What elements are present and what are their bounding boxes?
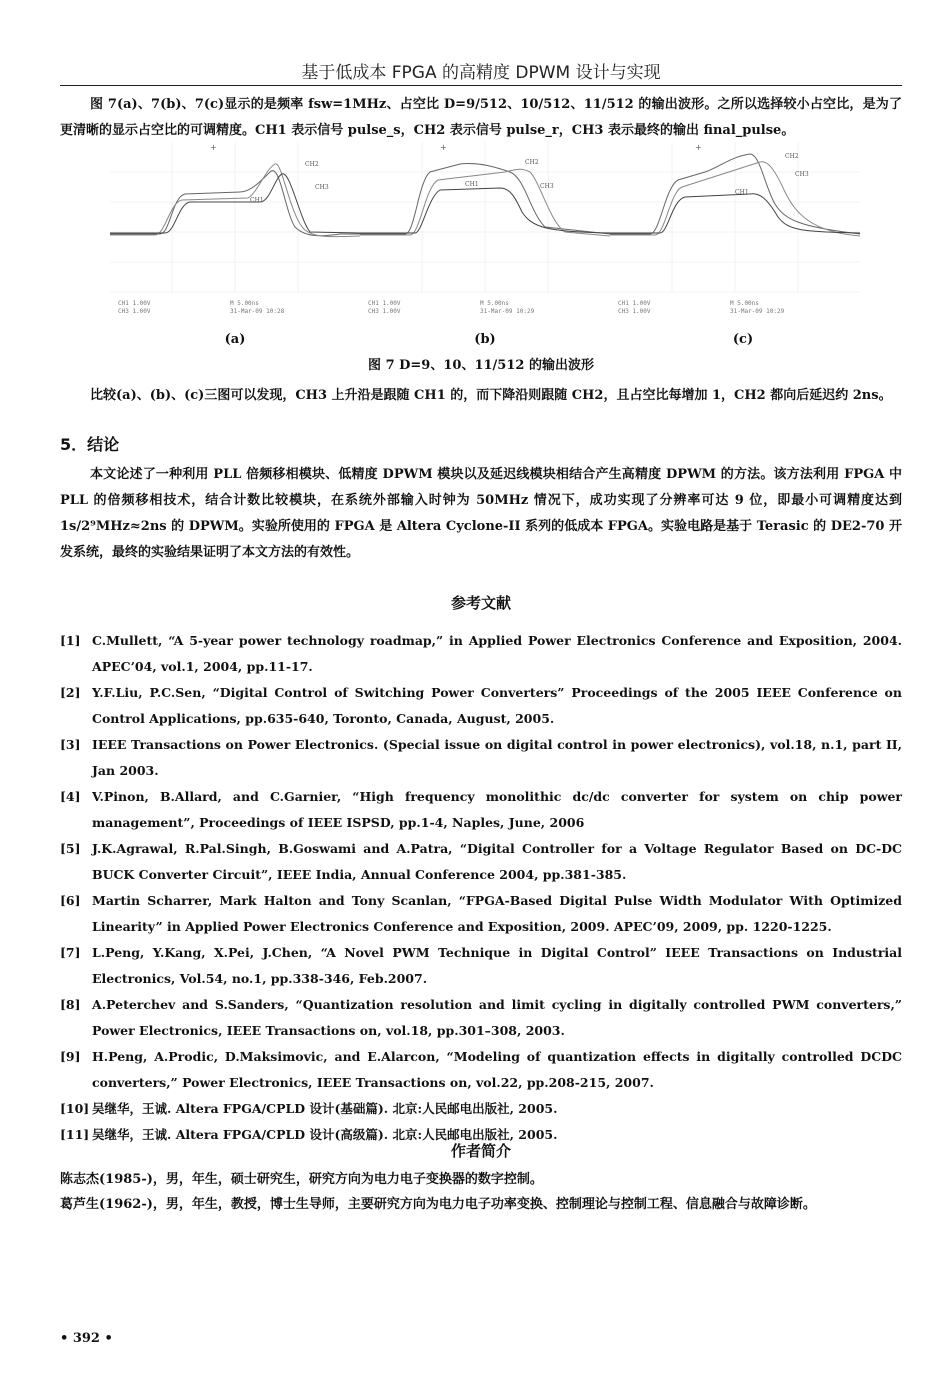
author-bio: 葛芦生(1962-)，男，年生，教授，博士生导师，主要研究方向为电力电子功率变换、控制理论与控制工程、信息融合与故障诊断。 <box>60 1197 816 1212</box>
ch1-label-c: CH1 <box>735 189 749 196</box>
scope-waveform-b <box>360 142 610 322</box>
scope-waveform-a <box>110 142 360 322</box>
scope-panel-b <box>360 142 610 322</box>
figure-caption: 图 7 D=9、10、11/512 的输出波形 <box>368 358 594 373</box>
ch1-label-b: CH1 <box>465 181 479 188</box>
scope-timebase-a: M 5.00ns <box>230 300 259 307</box>
scope-timebase-b: M 5.00ns <box>480 300 509 307</box>
svg-text:+: + <box>695 143 702 152</box>
scope-status-c1: CH1 1.00V <box>618 300 651 307</box>
svg-text:+: + <box>210 143 217 152</box>
scope-date-b: 31-Mar-09 10:29 <box>480 308 535 315</box>
ch3-label-b: CH3 <box>540 183 554 190</box>
intro-paragraph: 图 7(a)、7(b)、7(c)显示的是频率 fsw=1MHz、占空比 D=9/512、10/512、11/512 的输出波形。之所以选择较小占空比，是为了更清晰的显示占空比的可调精度。CH1 表示信号 pulse_s，CH2 表示信号 pulse_r，CH3 表示最终的输出 final_pulse。 <box>60 97 902 138</box>
scope-date-c: 31-Mar-09 10:29 <box>730 308 785 315</box>
reference-item: [11] 吴继华，王诚. Altera FPGA/CPLD 设计(高级篇). 北京:人民邮电出版社, 2005. <box>60 1127 558 1142</box>
ch2-label-b: CH2 <box>525 159 539 166</box>
reference-item: [5] J.K.Agrawal, R.Pal.Singh, B.Goswami and A.Patra, “Digital Controller for a Voltage Regulator Based on DC-DC BUCK Converter Circuit”, IEEE India, Annual Conference 2004, pp.381-385. <box>60 841 902 882</box>
conclusion-paragraph: 本文论述了一种利用 PLL 倍频移相模块、低精度 DPWM 模块以及延迟线模块相结合产生高精度 DPWM 的方法。该方法利用 FPGA 中 PLL 的倍频移相技术，结合计数比较模块，在系统外部输入时钟为 50MHz 情况下，成功实现了分辨率可达 9 位，即最小可调精度达到 1s/2⁹MHz≈2ns 的 DPWM。实验所使用的 FPGA 是 Altera Cyclone-II 系列的低成本 FPGA。实验电路是基于 Terasic 的 DE2-70 开发系统，最终的实验结果证明了本文方法的有效性。 <box>60 467 902 560</box>
compare-paragraph: 比较(a)、(b)、(c)三图可以发现，CH3 上升沿是跟随 CH1 的，而下降沿则跟随 CH2，且占空比每增加 1，CH2 都向后延迟约 2ns。 <box>90 388 892 403</box>
scope-date-a: 31-Mar-09 10:28 <box>230 308 285 315</box>
section-title-conclusion: 5．结论 <box>60 435 120 454</box>
ch2-label-c: CH2 <box>785 153 799 160</box>
figure-label-c: (c) <box>732 332 754 347</box>
reference-item: [10] 吴继华，王诚. Altera FPGA/CPLD 设计(基础篇). 北京:人民邮电出版社, 2005. <box>60 1101 558 1116</box>
reference-item: [9] H.Peng, A.Prodic, D.Maksimovic, and E.Alarcon, “Modeling of quantization effects in digitally controlled DCDC converters,” Power Electronics, IEEE Transactions on, vol.22, pp.208-215, 2007. <box>60 1049 902 1090</box>
svg-text:+: + <box>440 143 447 152</box>
running-header: 基于低成本 FPGA 的高精度 DPWM 设计与实现 <box>301 63 661 83</box>
reference-item: [8] A.Peterchev and S.Sanders, “Quantization resolution and limit cycling in digitally controlled PWM converters,” Power Electronics, IEEE Transactions on, vol.18, pp.301–308, 2003. <box>60 997 902 1038</box>
ch3-label-a: CH3 <box>315 184 329 191</box>
ch3-label-c: CH3 <box>795 171 809 178</box>
scope-status-b1: CH1 1.00V <box>368 300 401 307</box>
author-list <box>60 1167 902 1217</box>
authors-title: 作者简介 <box>450 1142 511 1160</box>
figure-7 <box>90 142 870 382</box>
reference-list <box>60 628 902 1148</box>
references-title: 参考文献 <box>450 594 511 612</box>
page-number: • 392 • <box>60 1331 113 1346</box>
scope-status-a2: CH3 1.00V <box>118 308 151 315</box>
scope-status-c2: CH3 1.00V <box>618 308 651 315</box>
reference-item: [1] C.Mullett, “A 5-year power technology roadmap,” in Applied Power Electronics Conference and Exposition, 2004. APEC’04, vol.1, 2004, pp.11-17. <box>60 633 902 674</box>
scope-panel-c <box>610 142 860 322</box>
scope-timebase-c: M 5.00ns <box>730 300 759 307</box>
reference-item: [2] Y.F.Liu, P.C.Sen, “Digital Control of Switching Power Converters” Proceedings of the 2005 IEEE Conference on Control Applications, pp.635-640, Toronto, Canada, August, 2005. <box>60 685 902 726</box>
reference-item: [6] Martin Scharrer, Mark Halton and Tony Scanlan, “FPGA-Based Digital Pulse Width Modulator With Optimized Linearity” in Applied Power Electronics Conference and Exposition, 2009. APEC’09, 2009, pp. 1220-1225. <box>60 893 902 934</box>
scope-status-b2: CH3 1.00V <box>368 308 401 315</box>
reference-item: [4] V.Pinon, B.Allard, and C.Garnier, “High frequency monolithic dc/dc converter for system on chip power management”, Proceedings of IEEE ISPSD, pp.1-4, Naples, June, 2006 <box>60 789 902 830</box>
figure-label-a: (a) <box>224 332 246 347</box>
reference-item: [3] IEEE Transactions on Power Electronics. (Special issue on digital control in power electronics), vol.18, n.1, part II, Jan 2003. <box>60 737 902 778</box>
author-bio: 陈志杰(1985-)，男，年生，硕士研究生，研究方向为电力电子变换器的数字控制。 <box>60 1172 543 1187</box>
scope-status-a1: CH1 1.00V <box>118 300 151 307</box>
reference-item: [7] L.Peng, Y.Kang, X.Pei, J.Chen, “A Novel PWM Technique in Digital Control” IEEE Transactions on Industrial Electronics, Vol.54, no.1, pp.338-346, Feb.2007. <box>60 945 902 986</box>
figure-label-b: (b) <box>474 332 496 347</box>
scope-panel-a <box>110 142 360 322</box>
ch2-label-a: CH2 <box>305 161 319 168</box>
header-rule <box>60 85 902 86</box>
ch1-label-a: CH1 <box>250 197 264 204</box>
scope-waveform-c <box>610 142 860 322</box>
